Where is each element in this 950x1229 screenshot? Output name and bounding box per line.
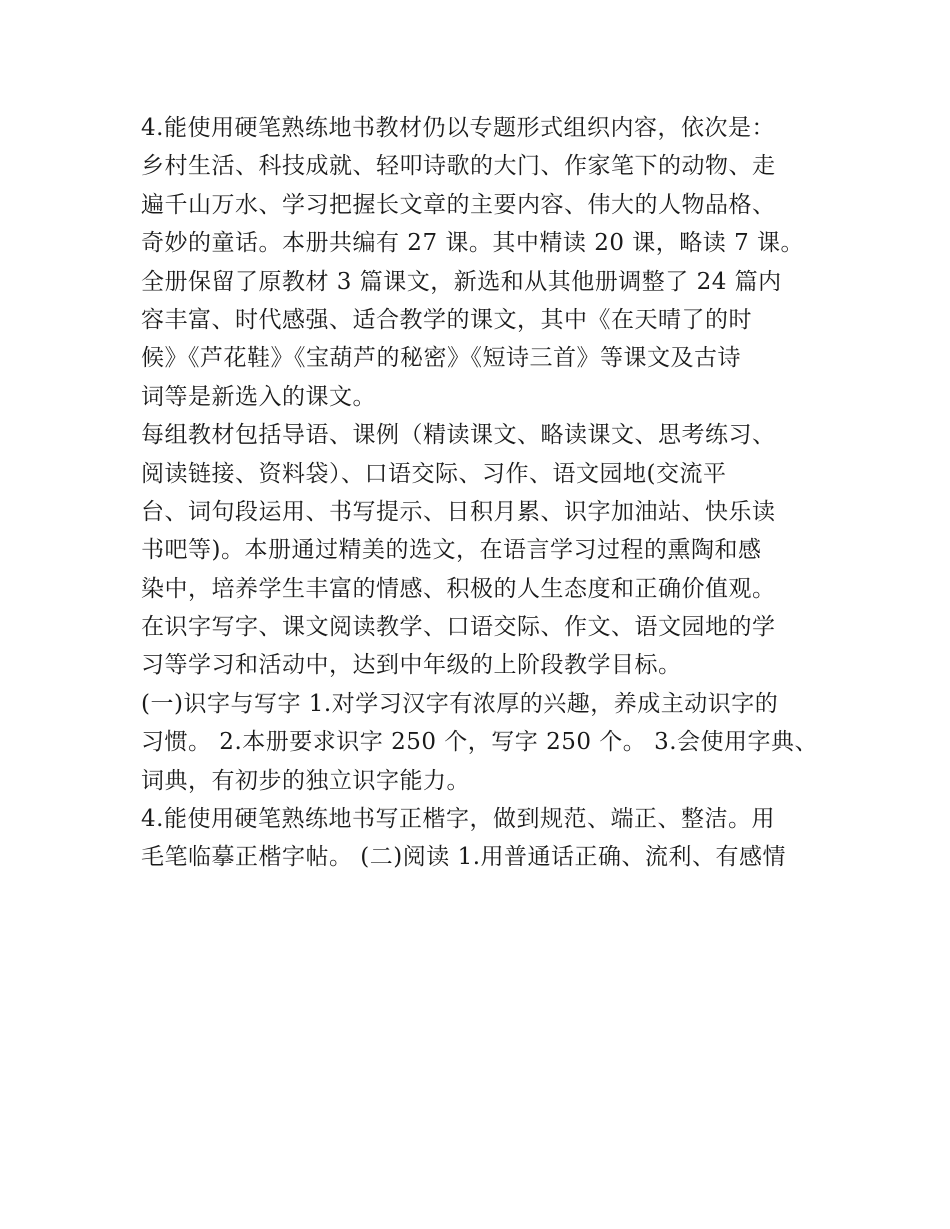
text-line: 词典，有初步的独立识字能力。 (141, 767, 470, 794)
text-line: (一)识字与写字 1.对学习汉字有浓厚的兴趣，养成主动识字的 (141, 690, 779, 717)
text-line: 4.能使用硬笔熟练地书写正楷字，做到规范、端正、整洁。用 (141, 806, 775, 833)
text-line: 在识字写字、课文阅读教学、口语交际、作文、语文园地的学 (141, 614, 776, 641)
text-line: 候》《芦花鞋》《宝葫芦的秘密》《短诗三首》等课文及古诗 (141, 345, 741, 372)
text-line: 书吧等)。本册通过精美的选文，在语言学习过程的熏陶和感 (141, 537, 762, 564)
text-line: 染中，培养学生丰富的情感、积极的人生态度和正确价值观。 (141, 575, 776, 602)
text-line: 每组教材包括导语、课例（精读课文、略读课文、思考练习、 (141, 422, 776, 449)
text-line: 遍千山万水、学习把握长文章的主要内容、伟大的人物品格、 (141, 191, 776, 218)
text-line: 4.能使用硬笔熟练地书教材仍以专题形式组织内容，依次是： (141, 115, 775, 141)
text-line: 奇妙的童话。本册共编有 27 课。其中精读 20 课，略读 7 课。 (141, 230, 805, 257)
text-line: 阅读链接、资料袋）、口语交际、习作、语文园地(交流平 (141, 460, 727, 487)
text-line: 习等学习和活动中，达到中年级的上阶段教学目标。 (141, 652, 682, 679)
body-text (141, 109, 821, 877)
text-line: 毛笔临摹正楷字帖。 (二)阅读 1.用普通话正确、流利、有感情 (141, 844, 787, 871)
text-line: 台、词句段运用、书写提示、日积月累、识字加油站、快乐读 (141, 498, 776, 525)
text-line: 全册保留了原教材 3 篇课文，新选和从其他册调整了 24 篇内 (141, 268, 782, 295)
text-line: 词等是新选入的课文。 (141, 383, 376, 410)
text-line: 乡村生活、科技成就、轻叩诗歌的大门、作家笔下的动物、走 (141, 153, 776, 180)
text-line: 容丰富、时代感强、适合教学的课文，其中《在天晴了的时 (141, 306, 752, 333)
text-line: 习惯。 2.本册要求识字 250 个，写字 250 个。 3.会使用字典、 (141, 729, 819, 756)
